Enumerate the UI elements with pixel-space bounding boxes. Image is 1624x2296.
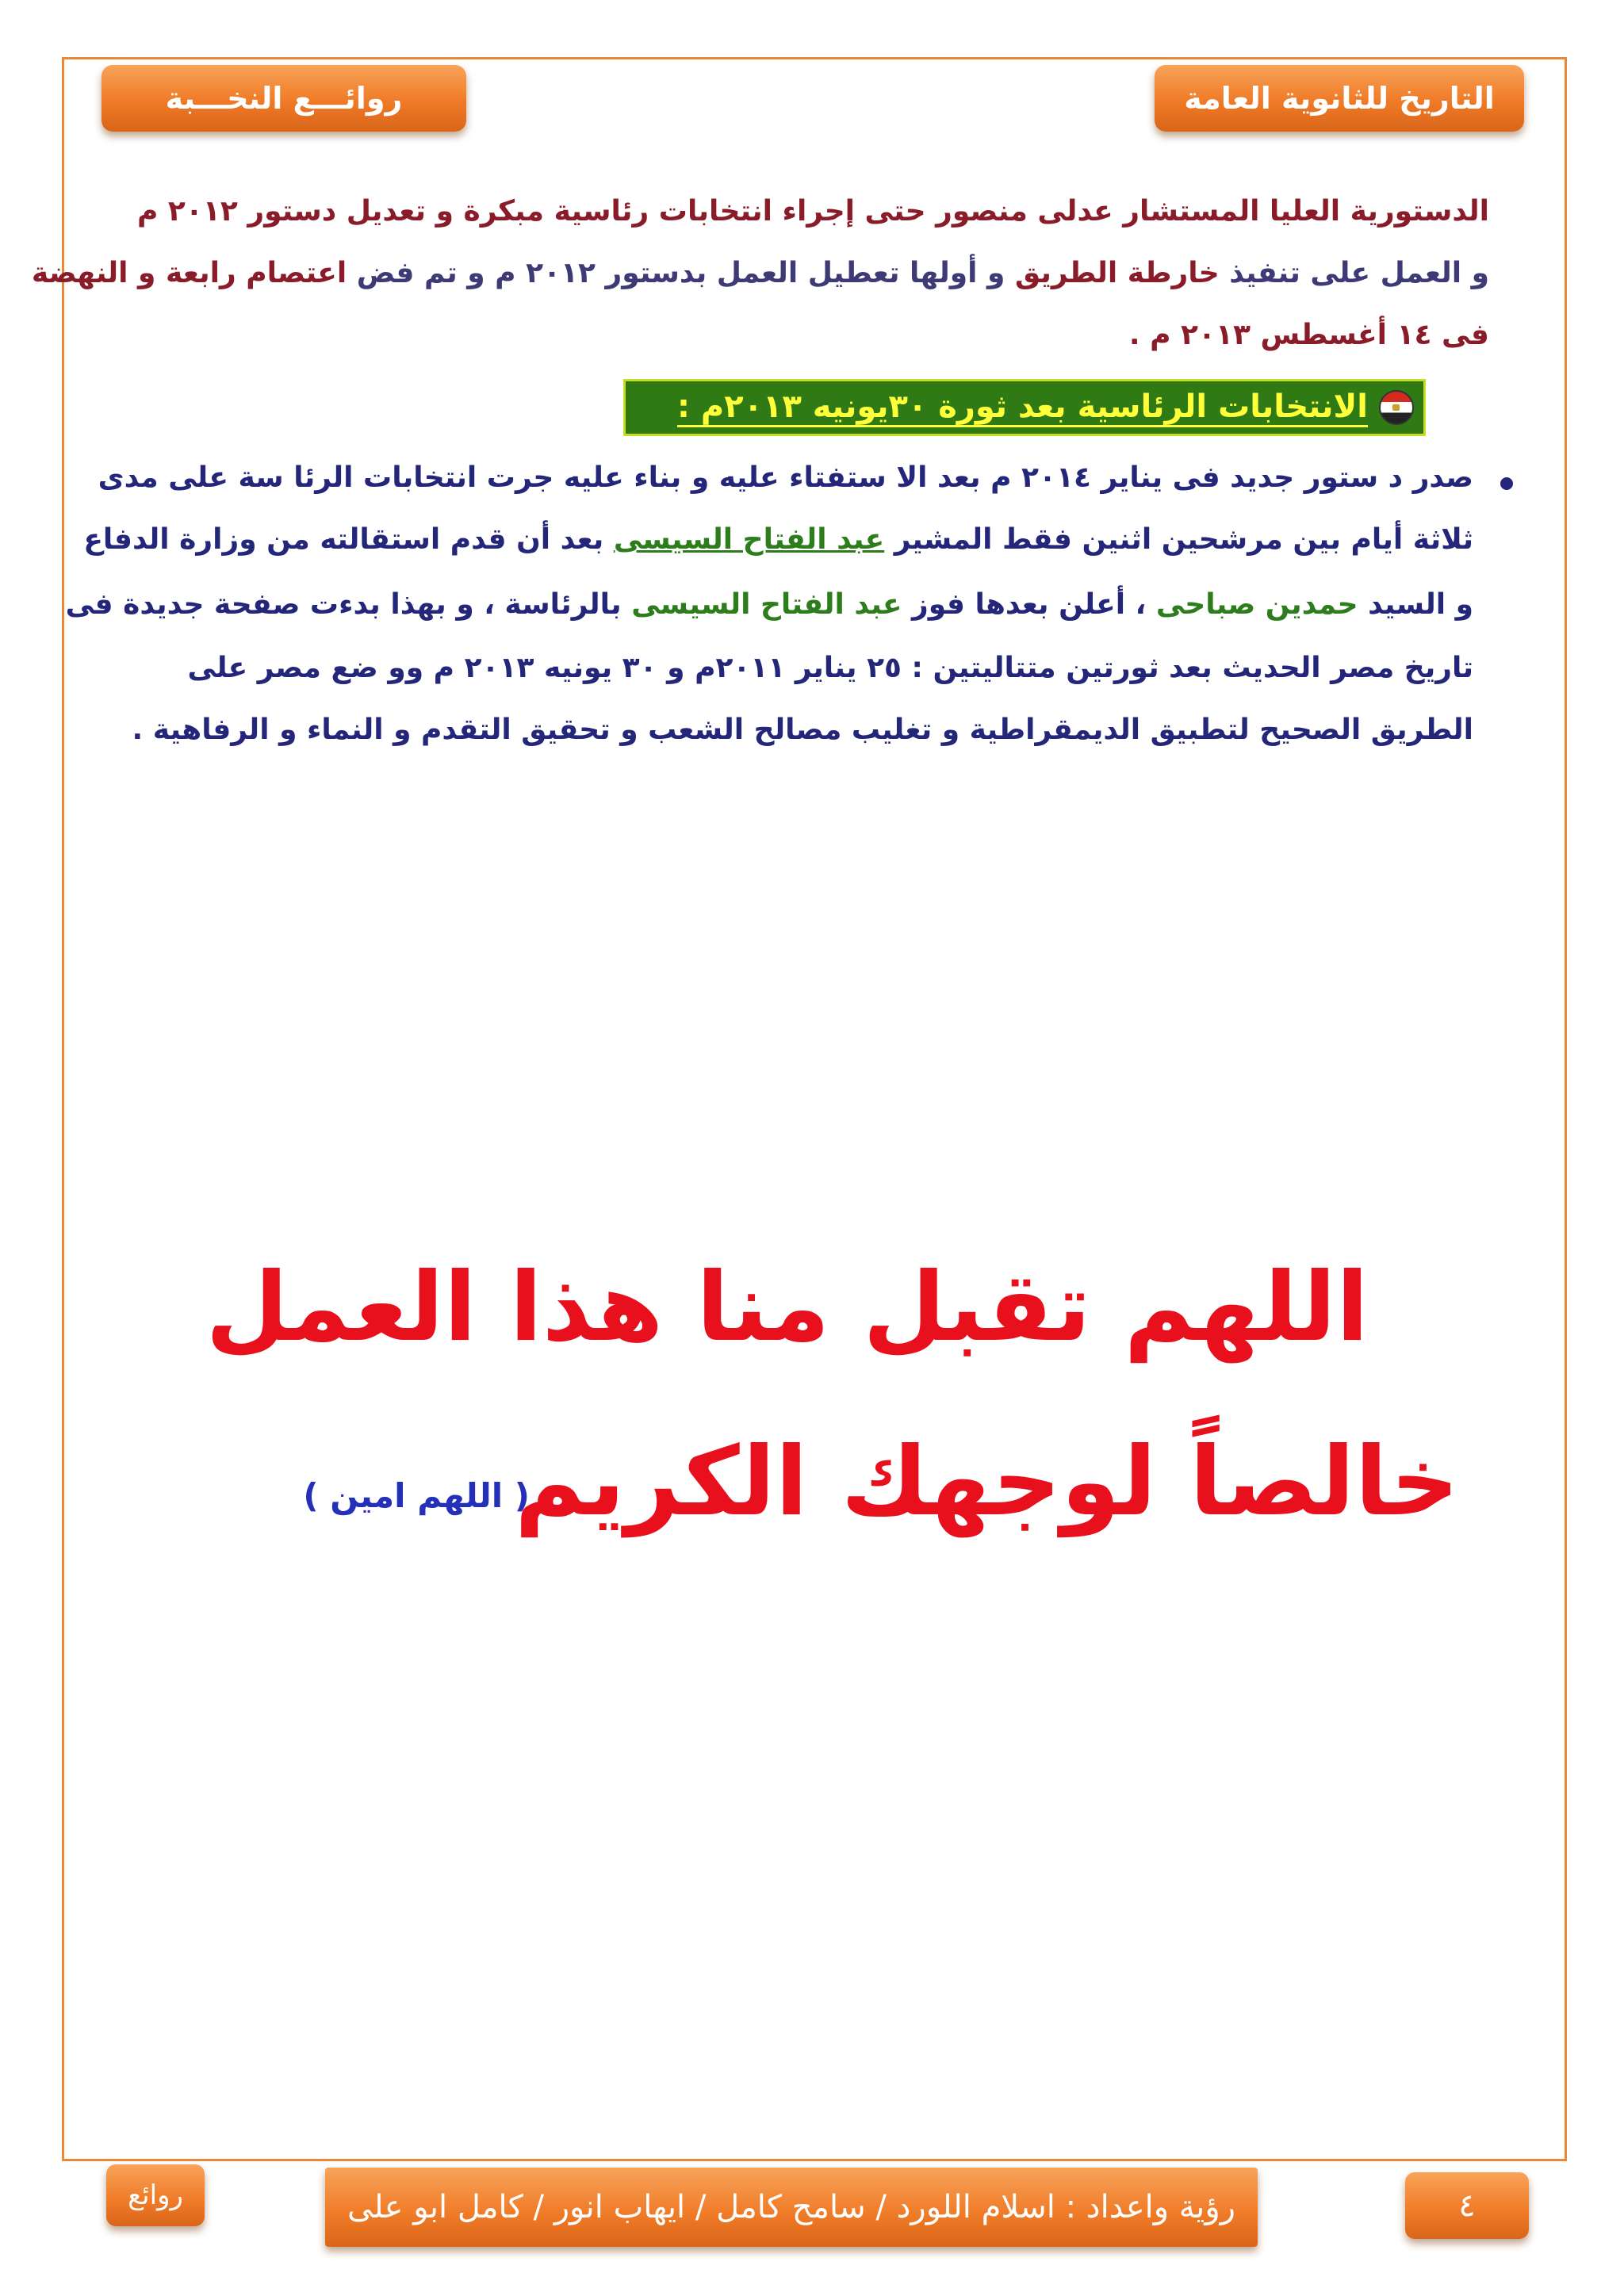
bullet-line-3 <box>66 588 1473 621</box>
intro-line-3: فى ١٤ أغسطس ٢٠١٣ م . <box>1128 319 1489 351</box>
bullet-line-4: تاريخ مصر الحديث بعد ثورتين متتاليتين : ٢٥ يناير ٢٠١١م و ٣٠ يونيه ٢٠١٣ م وو ضع مصر على <box>187 652 1473 684</box>
intro-line-2-a: و العمل على تنفيذ <box>1219 257 1489 289</box>
bullet-line-3-e: بالرئاسة ، و بهذا بدءت صفحة جديدة فى <box>65 588 632 621</box>
bullet-line-2 <box>83 523 1473 556</box>
header-subject-ribbon <box>1155 65 1524 132</box>
bullet-sisi-name-underlined: عبد الفتاح السيسى <box>613 523 885 556</box>
bullet-sisi-name: عبد الفتاح السيسى <box>631 588 902 621</box>
intro-roadmap-text: خارطة الطريق <box>1014 257 1220 289</box>
amen-text: ( اللهم امين ) <box>303 1476 530 1515</box>
bullet-line-2-a: ثلاثة أيام بين مرشحين اثنين فقط المشير <box>884 523 1473 556</box>
intro-line-2-c: و أولها تعطيل العمل بدستور ٢٠١٢ م و تم فض <box>347 257 1015 289</box>
header-series-title: روائـــع النخـــبة <box>165 81 403 116</box>
header-series-ribbon <box>102 65 466 132</box>
footer-credits-bar <box>325 2168 1258 2247</box>
egypt-flag-icon <box>1379 390 1414 425</box>
bullet-line-3-a: و السيد <box>1358 588 1473 621</box>
prayer-line-1: اللهم تقبل منا هذا العمل <box>205 1253 1369 1363</box>
intro-line-1: الدستورية العليا المستشار عدلى منصور حتى إجراء انتخابات رئاسية مبكرة و تعديل دستور ٢٠١٢ م <box>137 195 1489 228</box>
section-heading: الانتخابات الرئاسية بعد ثورة ٣٠يونيه ٢٠١٣م : <box>677 388 1368 427</box>
intro-paragraph <box>31 195 1489 377</box>
footer-brand-text: روائع <box>128 2179 183 2211</box>
header-subject-title: التاريخ للثانوية العامة <box>1184 81 1495 116</box>
intro-sitin-text: اعتصام رابعة و النهضة <box>31 257 347 289</box>
bullet-sabahi-name: حمدين صباحى <box>1155 588 1358 621</box>
bullet-line-1: صدر د ستور جديد فى يناير ٢٠١٤ م بعد الا ستفتاء عليه و بناء عليه جرت انتخابات الرئا سة على مدى <box>98 461 1473 494</box>
footer-brand-badge <box>106 2164 205 2226</box>
footer-credits-text: رؤية واعداد : اسلام اللورد / سامح كامل / ايهاب انور / كامل ابو على <box>347 2189 1235 2225</box>
intro-line-2 <box>32 257 1489 289</box>
prayer-line-2: خالصاً لوجهك الكريم <box>515 1427 1459 1537</box>
footer-page-number-badge <box>1405 2172 1529 2239</box>
bullet-line-2-c: بعد أن قدم استقالته من وزارة الدفاع <box>83 523 614 556</box>
bullet-line-3-c: ، أعلن بعدها فوز <box>902 588 1156 621</box>
bullet-dot-icon <box>1500 477 1513 490</box>
bullet-paragraph <box>65 461 1473 794</box>
bullet-line-5: الطريق الصحيح لتطبيق الديمقراطية و تغليب مصالح الشعب و تحقيق التقدم و النماء و الرفاهية . <box>132 714 1473 746</box>
section-heading-bar <box>623 379 1426 436</box>
page-number: ٤ <box>1458 2187 1476 2224</box>
